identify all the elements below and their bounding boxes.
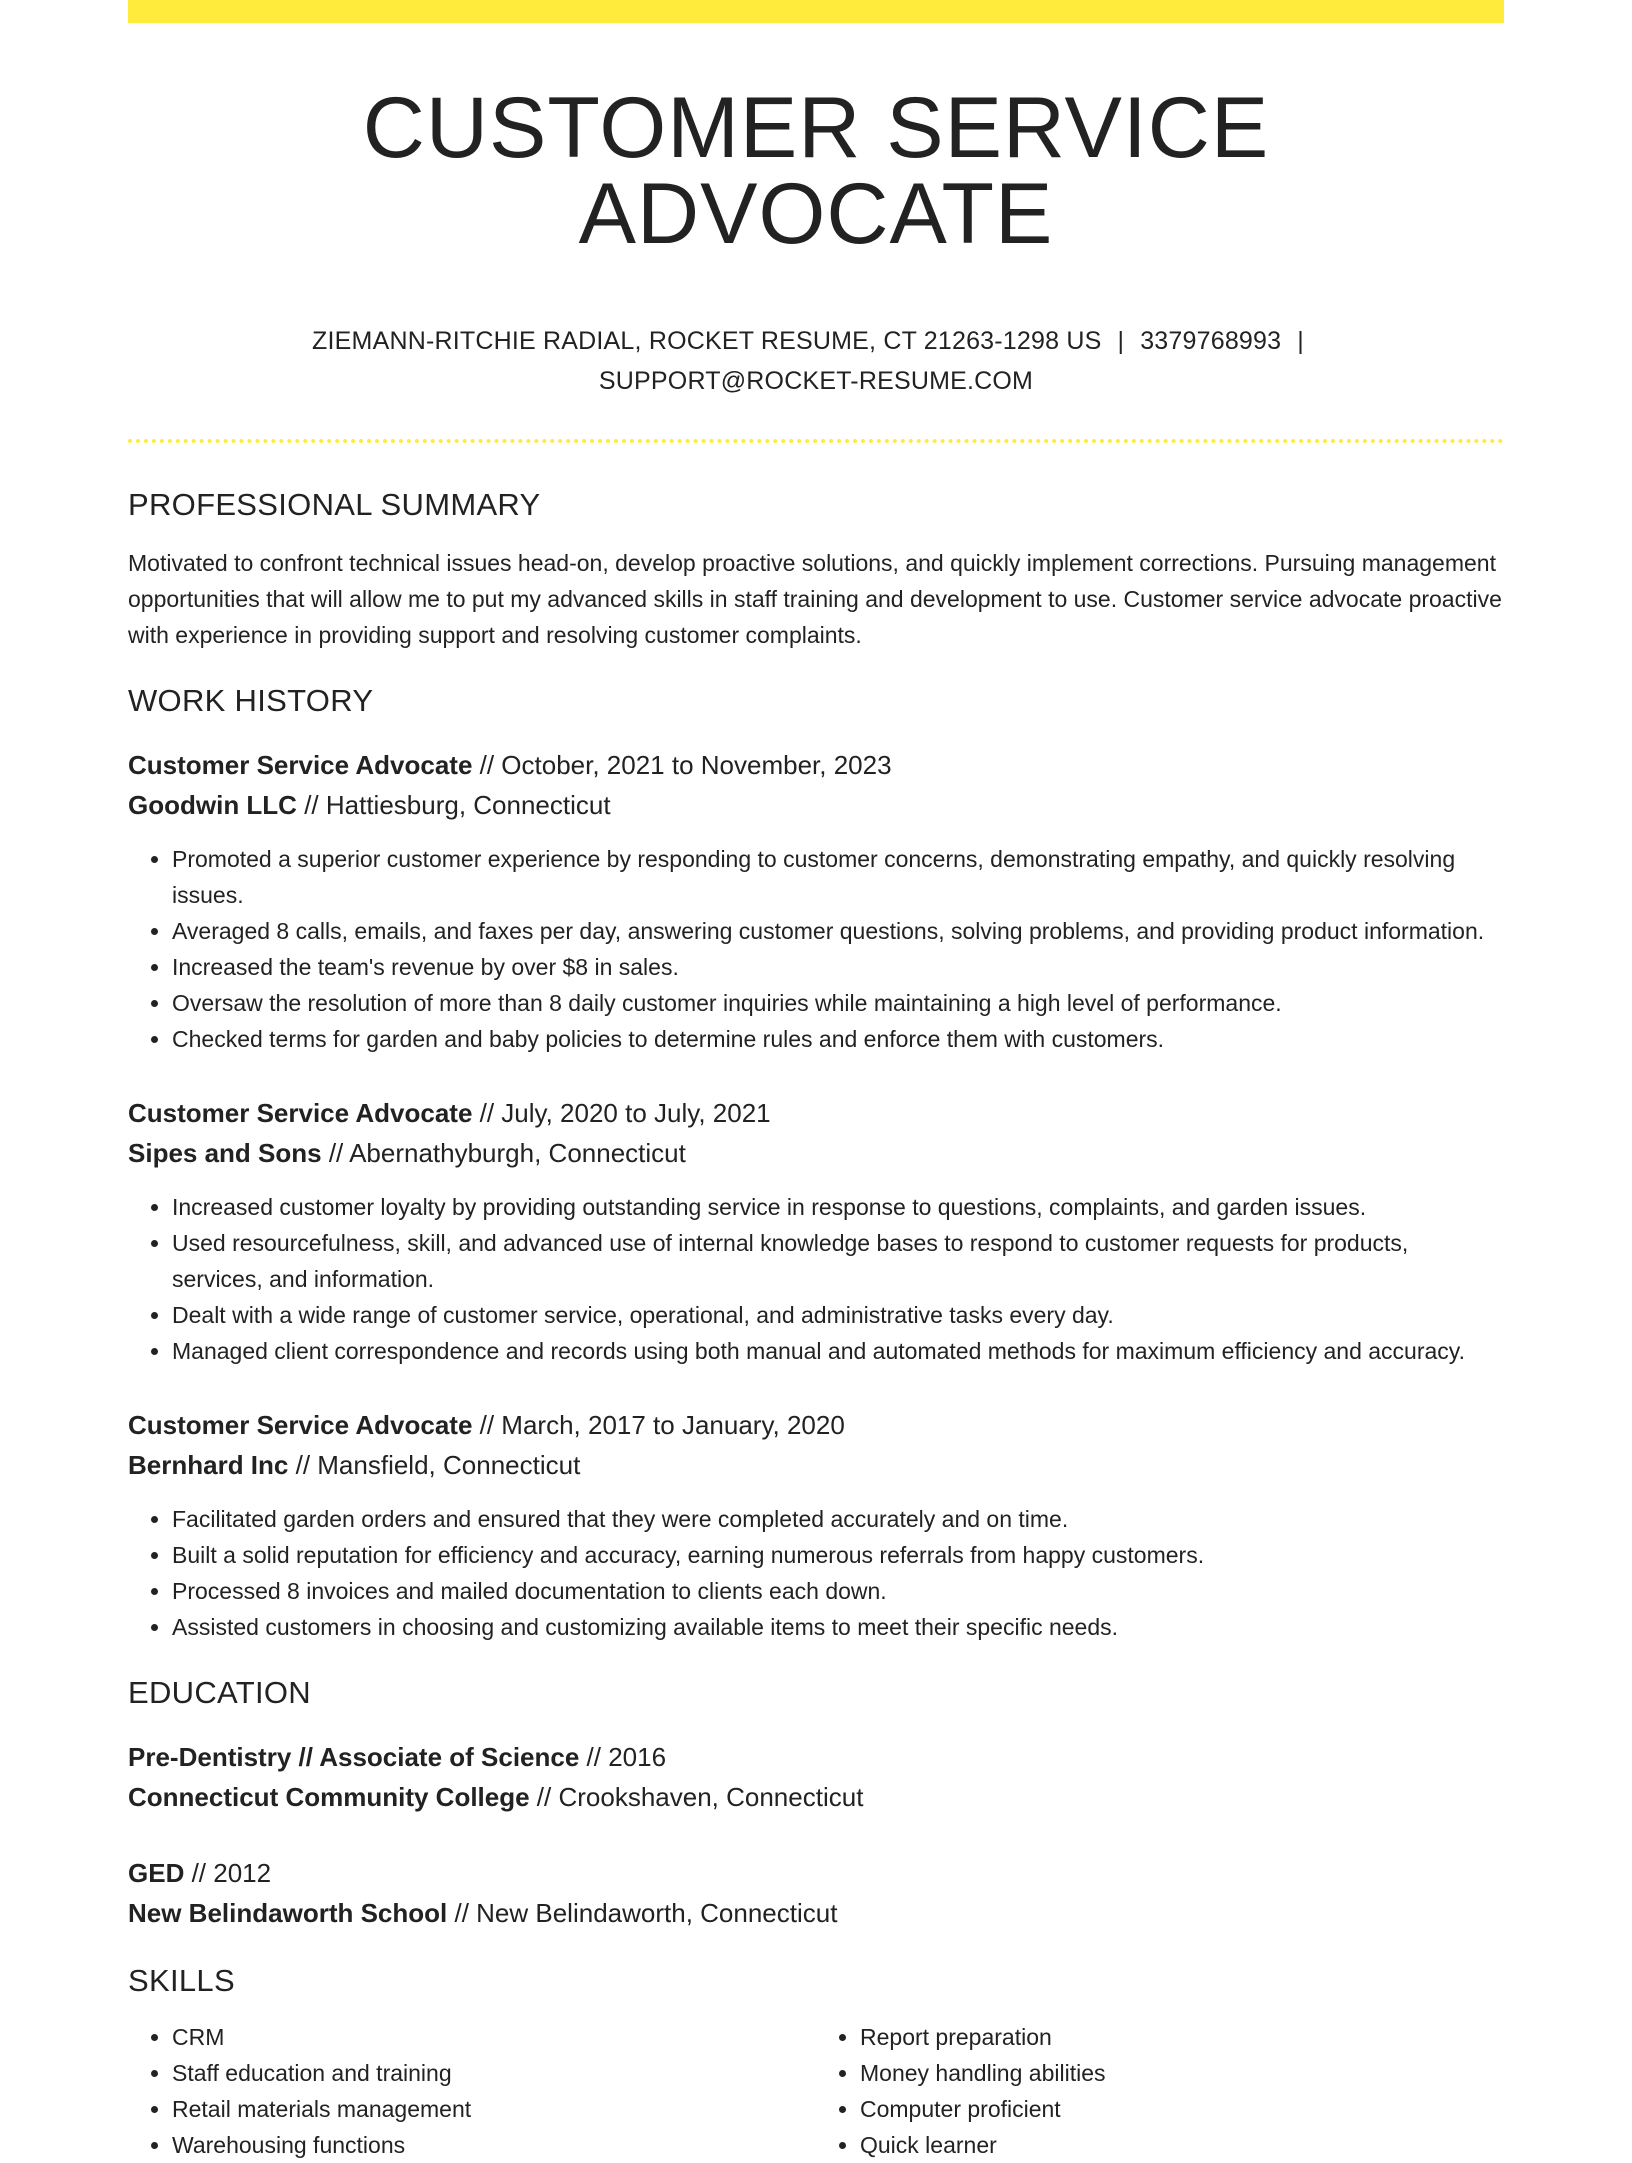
education-degree-line: [128, 1853, 1504, 1893]
job-company-line: [128, 1445, 1504, 1485]
education-school: Connecticut Community College: [128, 1782, 530, 1812]
job-entry: [128, 1093, 1504, 1369]
job-location: // Mansfield, Connecticut: [288, 1450, 581, 1480]
education-degree: Pre-Dentistry // Associate of Science: [128, 1742, 580, 1772]
list-item: • Managed client correspondence and records using both manual and automated methods for maximum efficiency and accuracy.: [172, 1333, 1504, 1369]
job-location: // Hattiesburg, Connecticut: [296, 790, 611, 820]
summary-text: Motivated to confront technical issues head-on, develop proactive solutions, and quickly implement corrections. Pursuing management opportunities that will allow me to put my advanced skills in staff training and development to use. Customer service advocate proactive with experience in providing support and resolving customer complaints.: [128, 550, 1502, 648]
job-title: Customer Service Advocate: [128, 1098, 473, 1128]
list-item: • Dealt with a wide range of customer service, operational, and administrative tasks every day.: [172, 1297, 1504, 1333]
summary-heading: PROFESSIONAL SUMMARY: [128, 487, 541, 522]
job-dates: // March, 2017 to January, 2020: [472, 1410, 845, 1440]
job-dates: // July, 2020 to July, 2021: [472, 1098, 771, 1128]
contact-info: [128, 321, 1504, 401]
skill-item: • Staff education and training: [172, 2055, 816, 2091]
skills-list-left: [128, 2019, 816, 2163]
skill-item: • Retail materials management: [172, 2091, 816, 2127]
education-school-line: [128, 1777, 1504, 1817]
job-company: Goodwin LLC: [128, 790, 297, 820]
job-title-line: [128, 1405, 1504, 1445]
list-item: • Promoted a superior customer experience by responding to customer concerns, demonstrating empathy, and quickly resolving issues.: [172, 841, 1504, 913]
work-history-heading: WORK HISTORY: [128, 683, 374, 718]
job-bullets: [128, 841, 1504, 1057]
skill-item: • Warehousing functions: [172, 2127, 816, 2163]
skill-item: • Money handling abilities: [860, 2055, 1504, 2091]
education-location: // New Belindaworth, Connecticut: [447, 1898, 838, 1928]
contact-phone: 3379768993: [1140, 327, 1282, 355]
education-year: // 2016: [579, 1742, 667, 1772]
list-item: • Averaged 8 calls, emails, and faxes per day, answering customer questions, solving problems, and providing product information.: [172, 913, 1504, 949]
job-entry: [128, 745, 1504, 1057]
list-item: • Increased customer loyalty by providing outstanding service in response to questions, complaints, and garden issues.: [172, 1189, 1504, 1225]
skill-item: • Computer proficient: [860, 2091, 1504, 2127]
skills-list-right: [816, 2019, 1504, 2163]
page-title: CUSTOMER SERVICE ADVOCATE: [362, 80, 1270, 262]
contact-email[interactable]: SUPPORT@ROCKET-RESUME.COM: [598, 367, 1034, 395]
resume-page: [128, 0, 1504, 2163]
job-company-line: [128, 785, 1504, 825]
job-title-line: [128, 745, 1504, 785]
job-entry: [128, 1405, 1504, 1645]
job-bullets: [128, 1501, 1504, 1645]
skill-item: • Report preparation: [860, 2019, 1504, 2055]
header-divider: [128, 439, 1504, 443]
list-item: • Oversaw the resolution of more than 8 daily customer inquiries while maintaining a high level of performance.: [172, 985, 1504, 1021]
list-item: • Increased the team's revenue by over $8 in sales.: [172, 949, 1504, 985]
job-company-line: [128, 1133, 1504, 1173]
job-company: Sipes and Sons: [128, 1138, 322, 1168]
job-dates: // October, 2021 to November, 2023: [472, 750, 892, 780]
education-entry: [128, 1853, 1504, 1933]
education-entry: [128, 1737, 1504, 1817]
job-company: Bernhard Inc: [128, 1450, 289, 1480]
list-item: • Used resourcefulness, skill, and advanced use of internal knowledge bases to respond to customer requests for products, services, and information.: [172, 1225, 1504, 1297]
education-degree: GED: [128, 1858, 185, 1888]
job-title: Customer Service Advocate: [128, 1410, 473, 1440]
education-school: New Belindaworth School: [128, 1898, 448, 1928]
list-item: • Checked terms for garden and baby policies to determine rules and enforce them with customers.: [172, 1021, 1504, 1057]
contact-separator: |: [1117, 327, 1125, 355]
skills-heading: SKILLS: [128, 1963, 235, 1998]
list-item: • Built a solid reputation for efficiency and accuracy, earning numerous referrals from happy customers.: [172, 1537, 1504, 1573]
education-degree-line: [128, 1737, 1504, 1777]
job-bullets: [128, 1189, 1504, 1369]
list-item: • Facilitated garden orders and ensured that they were completed accurately and on time.: [172, 1501, 1504, 1537]
education-heading: EDUCATION: [128, 1675, 311, 1710]
education-school-line: [128, 1893, 1504, 1933]
skills-grid: [128, 2019, 1504, 2163]
list-item: • Processed 8 invoices and mailed documentation to clients each down.: [172, 1573, 1504, 1609]
contact-separator: |: [1297, 327, 1304, 355]
job-title: Customer Service Advocate: [128, 750, 473, 780]
top-accent-bar: [128, 0, 1504, 23]
job-location: // Abernathyburgh, Connecticut: [321, 1138, 686, 1168]
skill-item: • CRM: [172, 2019, 816, 2055]
contact-address: ZIEMANN-RITCHIE RADIAL, ROCKET RESUME, CT 21263-1298 US: [312, 327, 1102, 355]
education-location: // Crookshaven, Connecticut: [529, 1782, 864, 1812]
list-item: • Assisted customers in choosing and customizing available items to meet their specific needs.: [172, 1609, 1504, 1645]
education-year: // 2012: [184, 1858, 272, 1888]
skill-item: • Quick learner: [860, 2127, 1504, 2163]
job-title-line: [128, 1093, 1504, 1133]
